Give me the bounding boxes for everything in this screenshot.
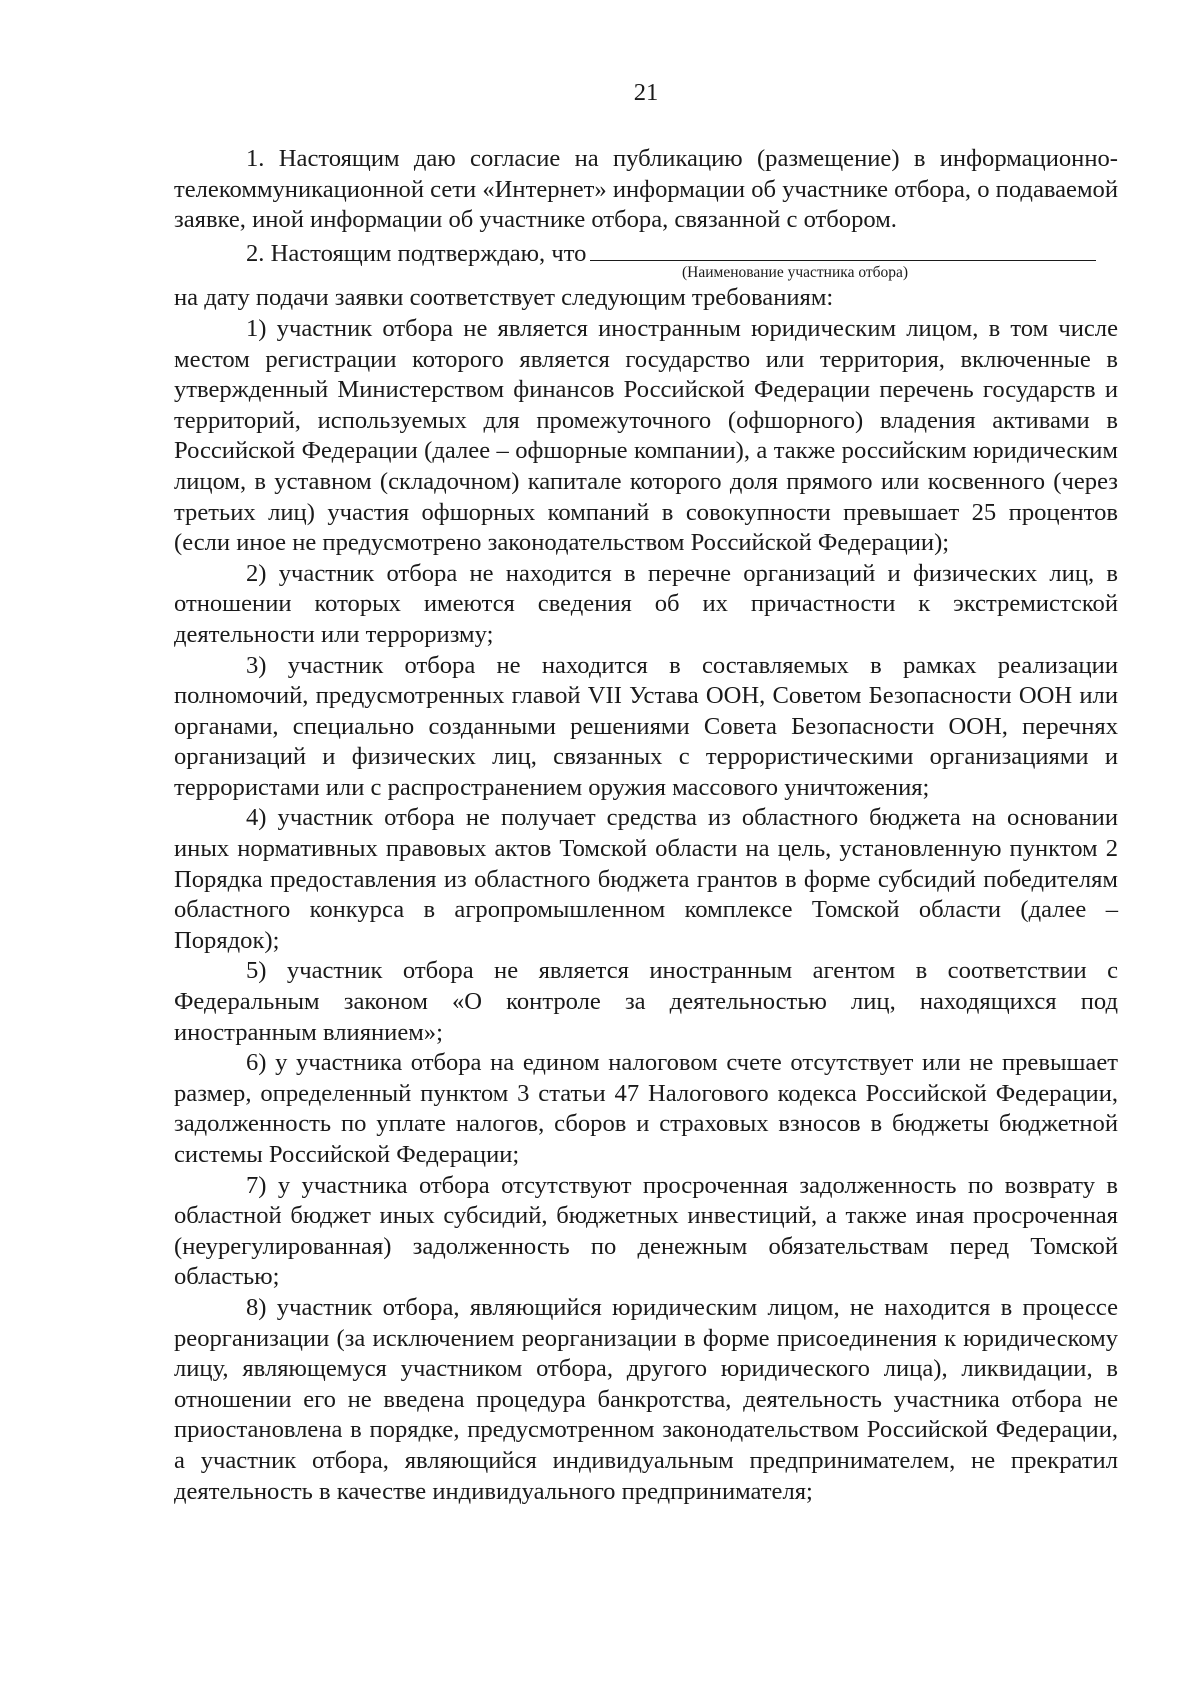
requirement-item-4: 4) участник отбора не получает средства из областного бюджета на основании иных нормативных правовых актов Томской области на цель, установленную пунктом 2 Порядка предоставления из областного бюджета грантов в форме субсидий победителям областного конкурса в агропромышленном комплексе Томской области (далее – Порядок); [174, 804, 1118, 954]
requirement-item-8: 8) участник отбора, являющийся юридическим лицом, не находится в процессе реорганизации (за исключением реорганизации в форме присоединения к юридическому лицу, являющемуся участником отбора, другого юридического лица), ликвидации, в отношении его не введена процедура банкротства, деятельность участника отбора не приостановлена в порядке, предусмотренном законодательством Российской Федерации, а участник отбора, являющийся индивидуальным предпринимателем, не прекратил деятельность в качестве индивидуального предпринимателя; [174, 1293, 1118, 1505]
requirement-item-1: 1) участник отбора не является иностранным юридическим лицом, в том числе местом регистрации которого является государство или территория, включенные в утвержденный Министерством финансов Российской Федерации перечень государств и территорий, используемых для промежуточного (офшорного) владения активами в Российской Федерации (далее – офшорные компании), а также российским юридическим лицом, в уставном (складочном) капитале которого доля прямого или косвенного (через третьих лиц) участия офшорных компаний в совокупности превышает 25 процентов (если иное не предусмотрено законодательством Российской Федерации); [174, 314, 1118, 557]
page-number: 21 [633, 79, 659, 106]
requirements-intro: на дату подачи заявки соответствует следующим требованиям: [174, 284, 834, 312]
document-page [174, 78, 1118, 1507]
requirement-item-7: 7) у участника отбора отсутствуют просроченная задолженность по возврату в областной бюджет иных субсидий, бюджетных инвестиций, а также иная просроченная (неурегулированная) задолженность по денежным обязательствам перед Томской областью; [174, 1171, 1118, 1291]
confirm-prefix: 2. Настоящим подтверждаю, что [246, 239, 587, 267]
participant-name-blank[interactable] [590, 236, 1096, 261]
blank-caption: (Наименование участника отбора) [682, 264, 909, 282]
requirement-item-2: 2) участник отбора не находится в перечне организаций и физических лиц, в отношении которых имеются сведения об их причастности к экстремистской деятельности или терроризму; [174, 559, 1118, 648]
requirement-item-5: 5) участник отбора не является иностранным агентом в соответствии с Федеральным законом «О контроле за деятельностью лиц, находящихся под иностранным влиянием»; [174, 957, 1118, 1046]
requirement-item-3: 3) участник отбора не находится в составляемых в рамках реализации полномочий, предусмотренных главой VII Устава ООН, Советом Безопасности ООН или органами, специально созданными решениями Совета Безопасности ООН, перечнях организаций и физических лиц, связанных с террористическими организациями и террористами или с распространением оружия массового уничтожения; [174, 651, 1118, 801]
requirement-item-6: 6) у участника отбора на едином налоговом счете отсутствует или не превышает размер, определенный пунктом 3 статьи 47 Налогового кодекса Российской Федерации, задолженность по уплате налогов, сборов и страховых взносов в бюджеты бюджетной системы Российской Федерации; [174, 1049, 1118, 1168]
confirm-paragraph [174, 236, 1118, 270]
consent-paragraph: 1. Настоящим даю согласие на публикацию (размещение) в информационно-телекоммуникационной сети «Интернет» информации об участнике отбора, о подаваемой заявке, иной информации об участнике отбора, связанной с отбором. [174, 145, 1118, 234]
